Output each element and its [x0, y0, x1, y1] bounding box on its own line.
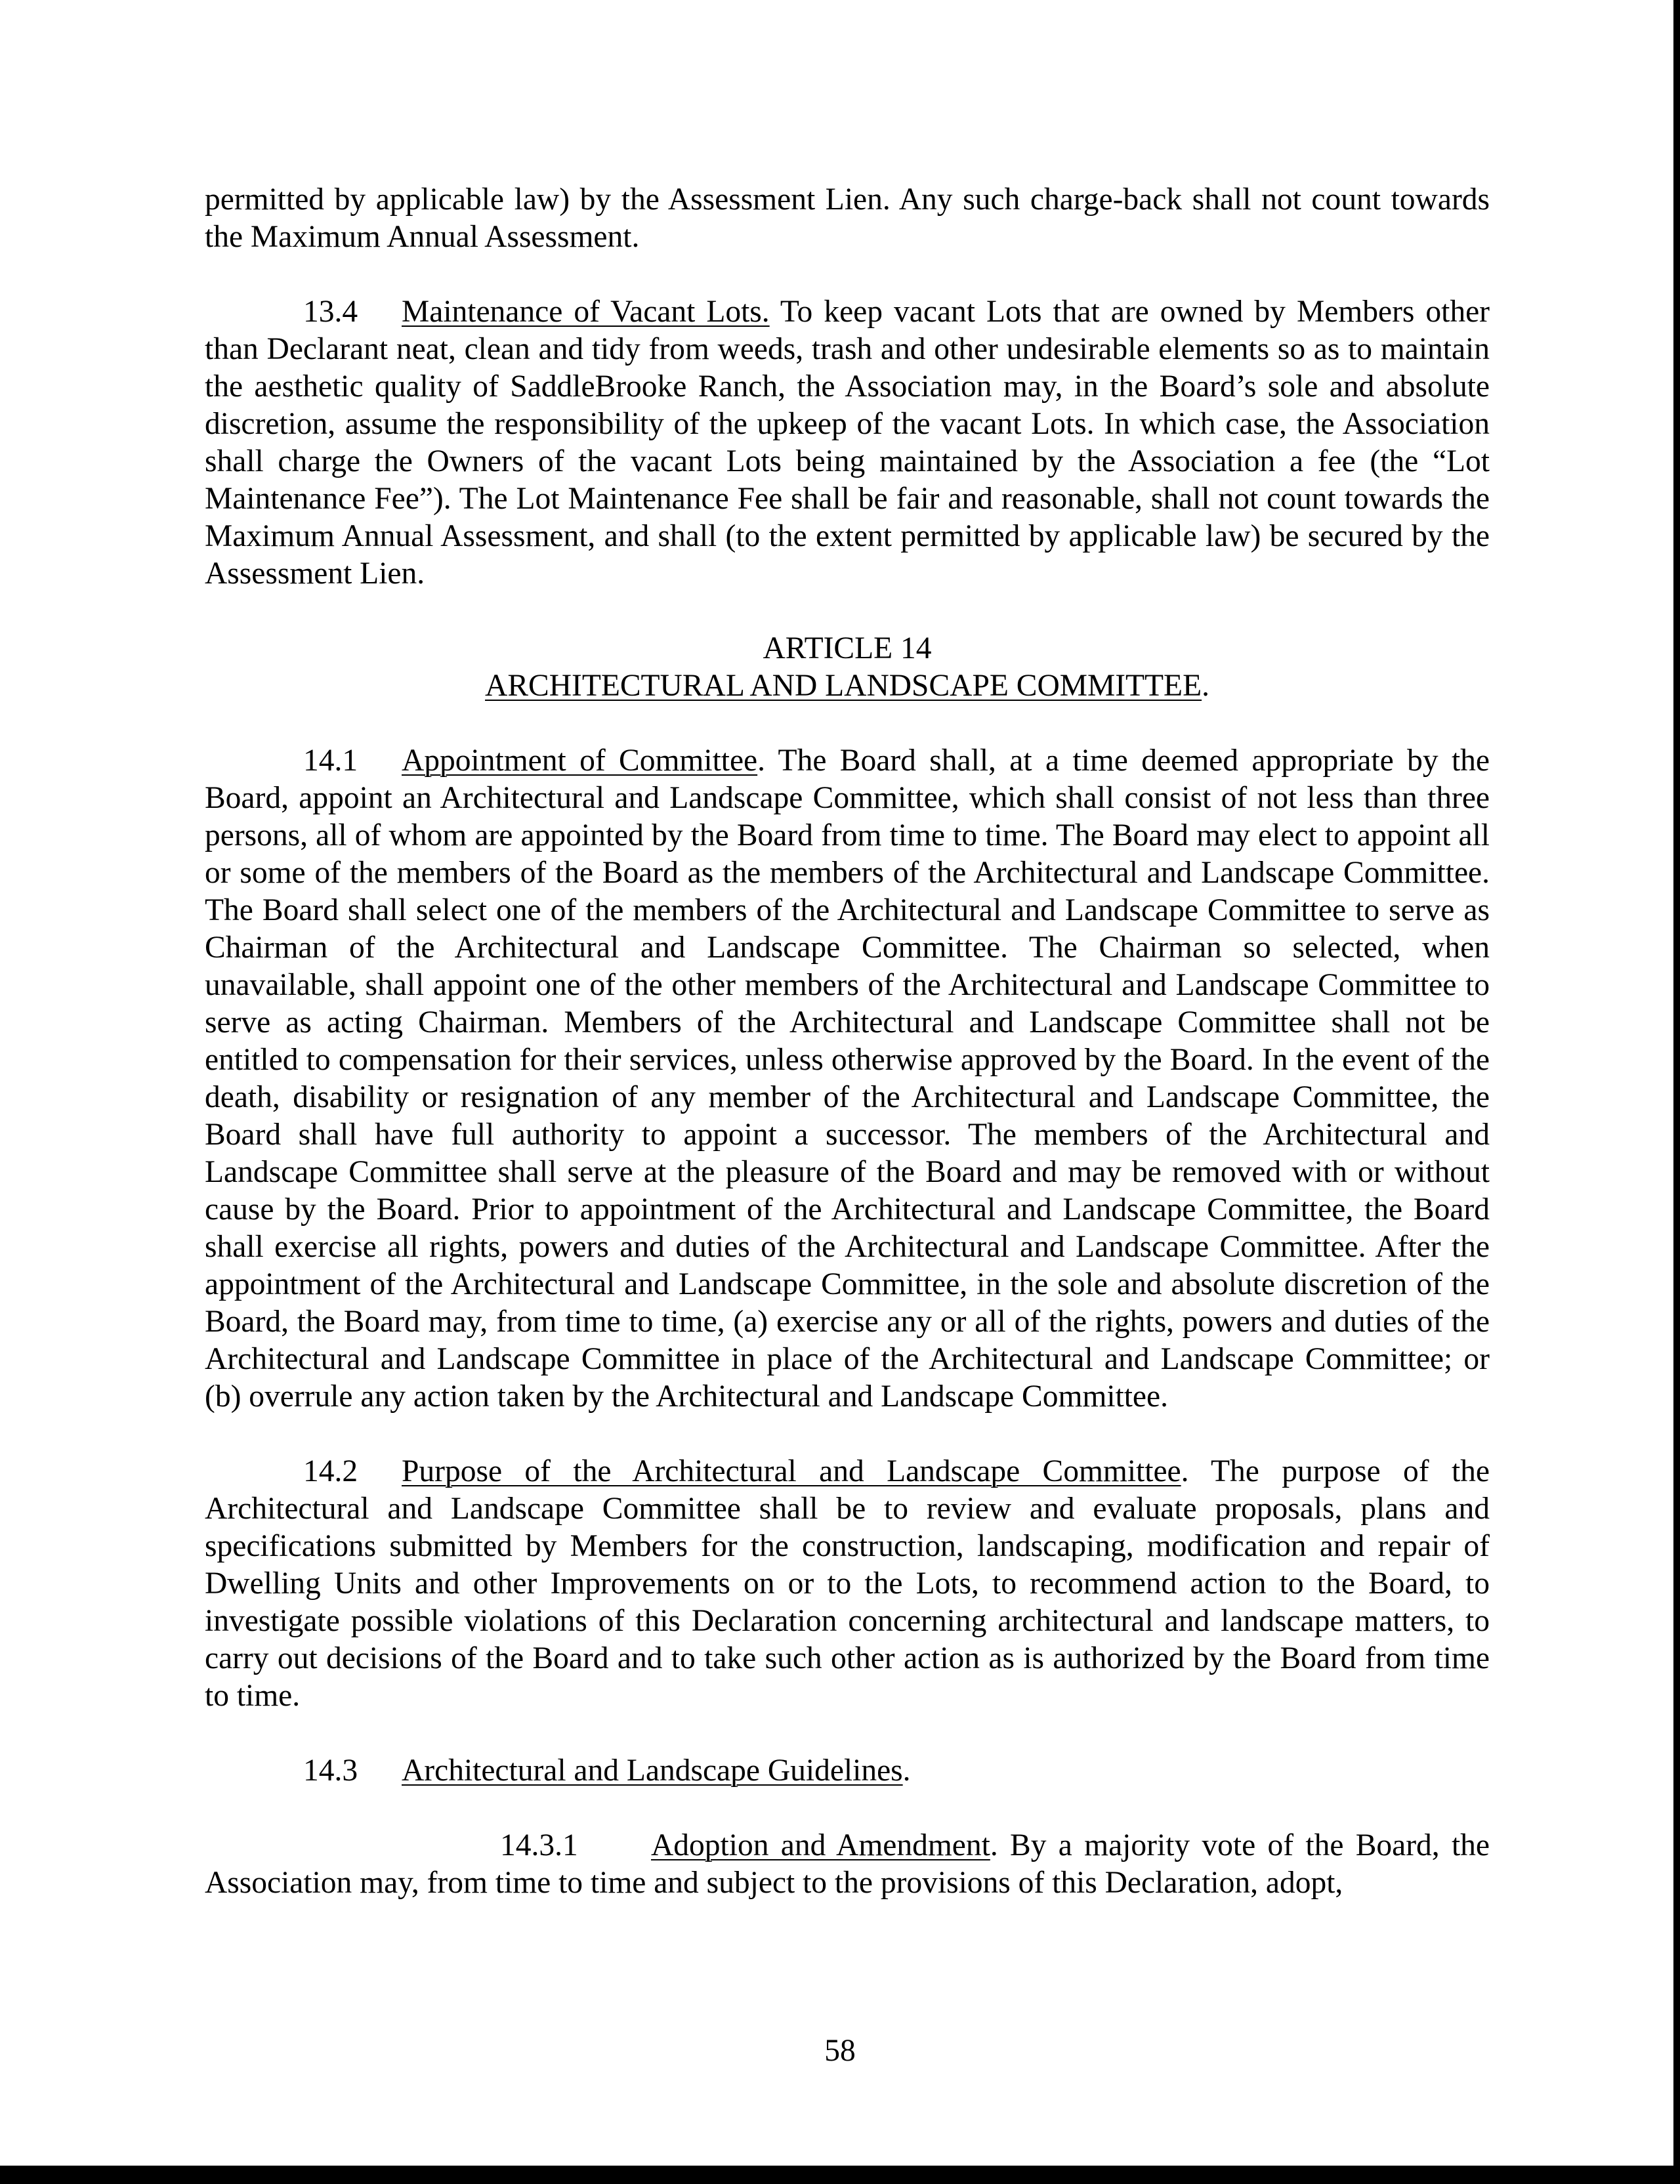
section-14-3 [205, 1752, 1490, 1790]
section-number: 14.2 [303, 1454, 358, 1488]
article-title-trail: . [1202, 669, 1209, 703]
article-title: ARCHITECTURAL AND LANDSCAPE COMMITTEE [485, 669, 1202, 703]
section-heading: Maintenance of Vacant Lots. [402, 295, 770, 329]
section-text: . By a majority vote of the Board, the Association may, from time to time and subject to the provisions of this Declaration, adopt, [205, 1828, 1490, 1900]
scan-edge-bottom [0, 2166, 1680, 2184]
article-label: ARTICLE 14 [763, 631, 932, 665]
section-text: . The Board shall, at a time deemed appropriate by the Board, appoint an Architectural and Landscape Committee, which shall consist of not less than three persons, all of whom are appointed by the Board from time to time. The Board may elect to appoint all or some of the members of the Board as the members of the Architectural and Landscape Committee. The Board shall select one of the members of the Architectural and Landscape Committee to serve as Chairman of the Architectural and Landscape Committee. The Chairman so selected, when unavailable, shall appoint one of the other members of the Architectural and Landscape Committee to serve as acting Chairman. Members of the Architectural and Landscape Committee shall not be entitled to compensation for their services, unless otherwise approved by the Board. In the event of the death, disability or resignation of any member of the Architectural and Landscape Committee, the Board shall have full authority to appoint a successor. The members of the Architectural and Landscape Committee shall serve at the pleasure of the Board and may be removed with or without cause by the Board. Prior to appointment of the Architectural and Landscape Committee, the Board shall exercise all rights, powers and duties of the Architectural and Landscape Committee. After the appointment of the Architectural and Landscape Committee, in the sole and absolute discretion of the Board, the Board may, from time to time, (a) exercise any or all of the rights, powers and duties of the Architectural and Landscape Committee in place of the Architectural and Landscape Committee; or (b) overrule any action taken by the Architectural and Landscape Committee. [205, 744, 1490, 1414]
section-14-1 [205, 742, 1490, 1416]
scan-edge-right [1673, 0, 1680, 2184]
section-number: 14.3 [303, 1754, 358, 1788]
document-page [205, 181, 1490, 1902]
section-heading: Appointment of Committee [402, 744, 758, 778]
section-14-3-1 [205, 1827, 1490, 1902]
section-heading: Adoption and Amendment [651, 1828, 990, 1862]
section-heading: Purpose of the Architectural and Landscape Committee [402, 1454, 1181, 1488]
section-13-4 [205, 293, 1490, 593]
section-heading: Architectural and Landscape Guidelines [402, 1754, 903, 1788]
intro-text: permitted by applicable law) by the Assessment Lien. Any such charge-back shall not count towards the Maximum Annual Assessment. [205, 182, 1490, 254]
article-title-line [205, 667, 1490, 705]
section-text: To keep vacant Lots that are owned by Members other than Declarant neat, clean and tidy from weeds, trash and other undesirable elements so as to maintain the aesthetic quality of SaddleBrooke Ranch, the Association may, in the Board’s sole and absolute discretion, assume the responsibility of the upkeep of the vacant Lots. In which case, the Association shall charge the Owners of the vacant Lots being maintained by the Association a fee (the “Lot Maintenance Fee”). The Lot Maintenance Fee shall be fair and reasonable, shall not count towards the Maximum Annual Assessment, and shall (to the extent permitted by applicable law) be secured by the Assessment Lien. [205, 295, 1490, 591]
article-14-heading [205, 630, 1490, 705]
section-number: 14.3.1 [500, 1828, 578, 1862]
section-text: . [902, 1754, 911, 1788]
section-number: 13.4 [303, 295, 358, 329]
section-text: . The purpose of the Architectural and Landscape Committee shall be to review and evaluate proposals, plans and specifications submitted by Members for the construction, landscaping, modification and repair of Dwelling Units and other Improvements on or to the Lots, to recommend action to the Board, to investigate possible violations of this Declaration concerning architectural and landscape matters, to carry out decisions of the Board and to take such other action as is authorized by the Board from time to time. [205, 1454, 1490, 1713]
section-number: 14.1 [303, 744, 358, 778]
page-number: 58 [824, 2034, 856, 2068]
intro-paragraph [205, 181, 1490, 256]
section-14-2 [205, 1453, 1490, 1715]
